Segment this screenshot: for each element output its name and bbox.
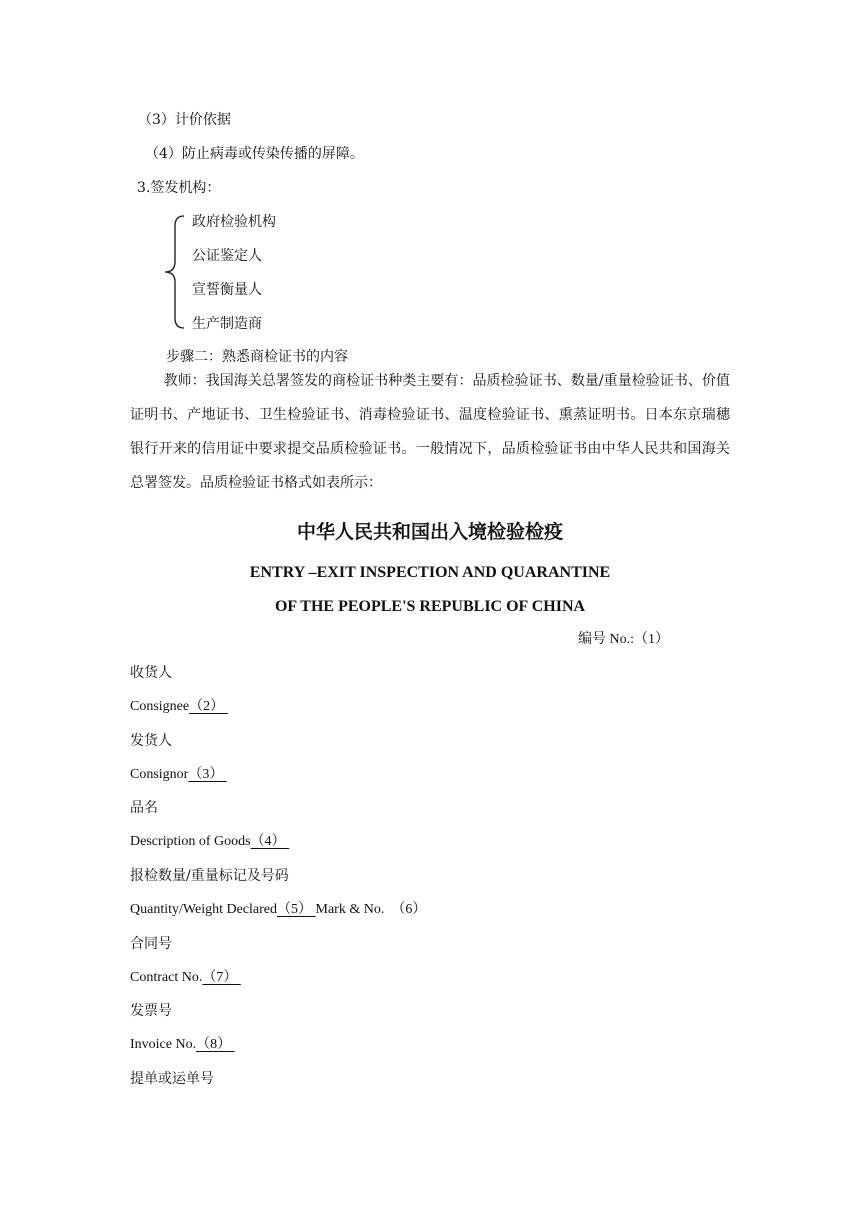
quantity-value: （5） (277, 902, 312, 917)
curly-brace-icon (162, 214, 186, 330)
mark-label-en: Mark & No. (315, 902, 385, 917)
certificate-number: 编号 No.:（1） (578, 632, 669, 647)
invoice-label-cn: 发票号 (130, 1003, 172, 1019)
contract-label-cn: 合同号 (130, 936, 172, 952)
certificate-title-en-line2: OF THE PEOPLE'S REPUBLIC OF CHINA (274, 598, 586, 615)
step2-heading: 步骤二：熟悉商检证书的内容 (166, 349, 348, 365)
invoice-value: （8） (196, 1037, 232, 1052)
goods-value: （4） (250, 834, 286, 849)
quantity-mark-field (130, 900, 426, 920)
quantity-label-en: Quantity/Weight Declared (130, 902, 277, 917)
consignee-label-cn: 收货人 (130, 665, 172, 681)
step2-paragraph: 教师：我国海关总署签发的商检证书种类主要有：品质检验证书、数量/重量检验证书、价值证明书、产地证书、卫生检验证书、消毒检验证书、温度检验证书、熏蒸证明书。日本东京瑞穗银行开来的信用证中要求提交品质检验证书。一般情况下，品质检验证书由中华人民共和国海关总署签发。品质检验证书格式如表所示： (130, 373, 730, 491)
contract-value: （7） (202, 970, 238, 985)
consignor-value: （3） (188, 767, 224, 782)
certificate-title-cn: 中华人民共和国出入境检验检疫 (296, 521, 563, 543)
issuer-item: 生产制造商 (192, 316, 262, 332)
bill-of-lading-label-cn: 提单或运单号 (130, 1071, 214, 1087)
mark-value: （6） (391, 902, 427, 917)
consignor-field (130, 765, 227, 785)
consignor-label-cn: 发货人 (130, 733, 172, 749)
goods-label-cn: 品名 (130, 800, 158, 816)
consignee-value: （2） (189, 699, 225, 714)
goods-label-en: Description of Goods (130, 834, 251, 849)
function-item-3: （3）计价依据 (138, 112, 231, 128)
certificate-title-en-line1: ENTRY –EXIT INSPECTION AND QUARANTINE (249, 564, 611, 581)
quantity-label-cn: 报检数量/重量标记及号码 (130, 868, 289, 884)
consignee-label-en: Consignee (130, 699, 190, 714)
invoice-field (130, 1035, 235, 1055)
contract-label-en: Contract No. (130, 970, 203, 985)
function-item-4: （4）防止病毒或传染传播的屏障。 (145, 146, 364, 162)
issuer-item: 宣誓衡量人 (192, 282, 262, 298)
contract-field (130, 968, 241, 988)
issuers-heading: 3.签发机构： (137, 180, 221, 196)
consignee-field (130, 697, 228, 717)
issuer-item: 政府检验机构 (192, 214, 276, 230)
consignor-label-en: Consignor (130, 767, 189, 782)
issuer-item: 公证鉴定人 (192, 248, 262, 264)
invoice-label-en: Invoice No. (130, 1037, 197, 1052)
goods-field (130, 832, 289, 852)
